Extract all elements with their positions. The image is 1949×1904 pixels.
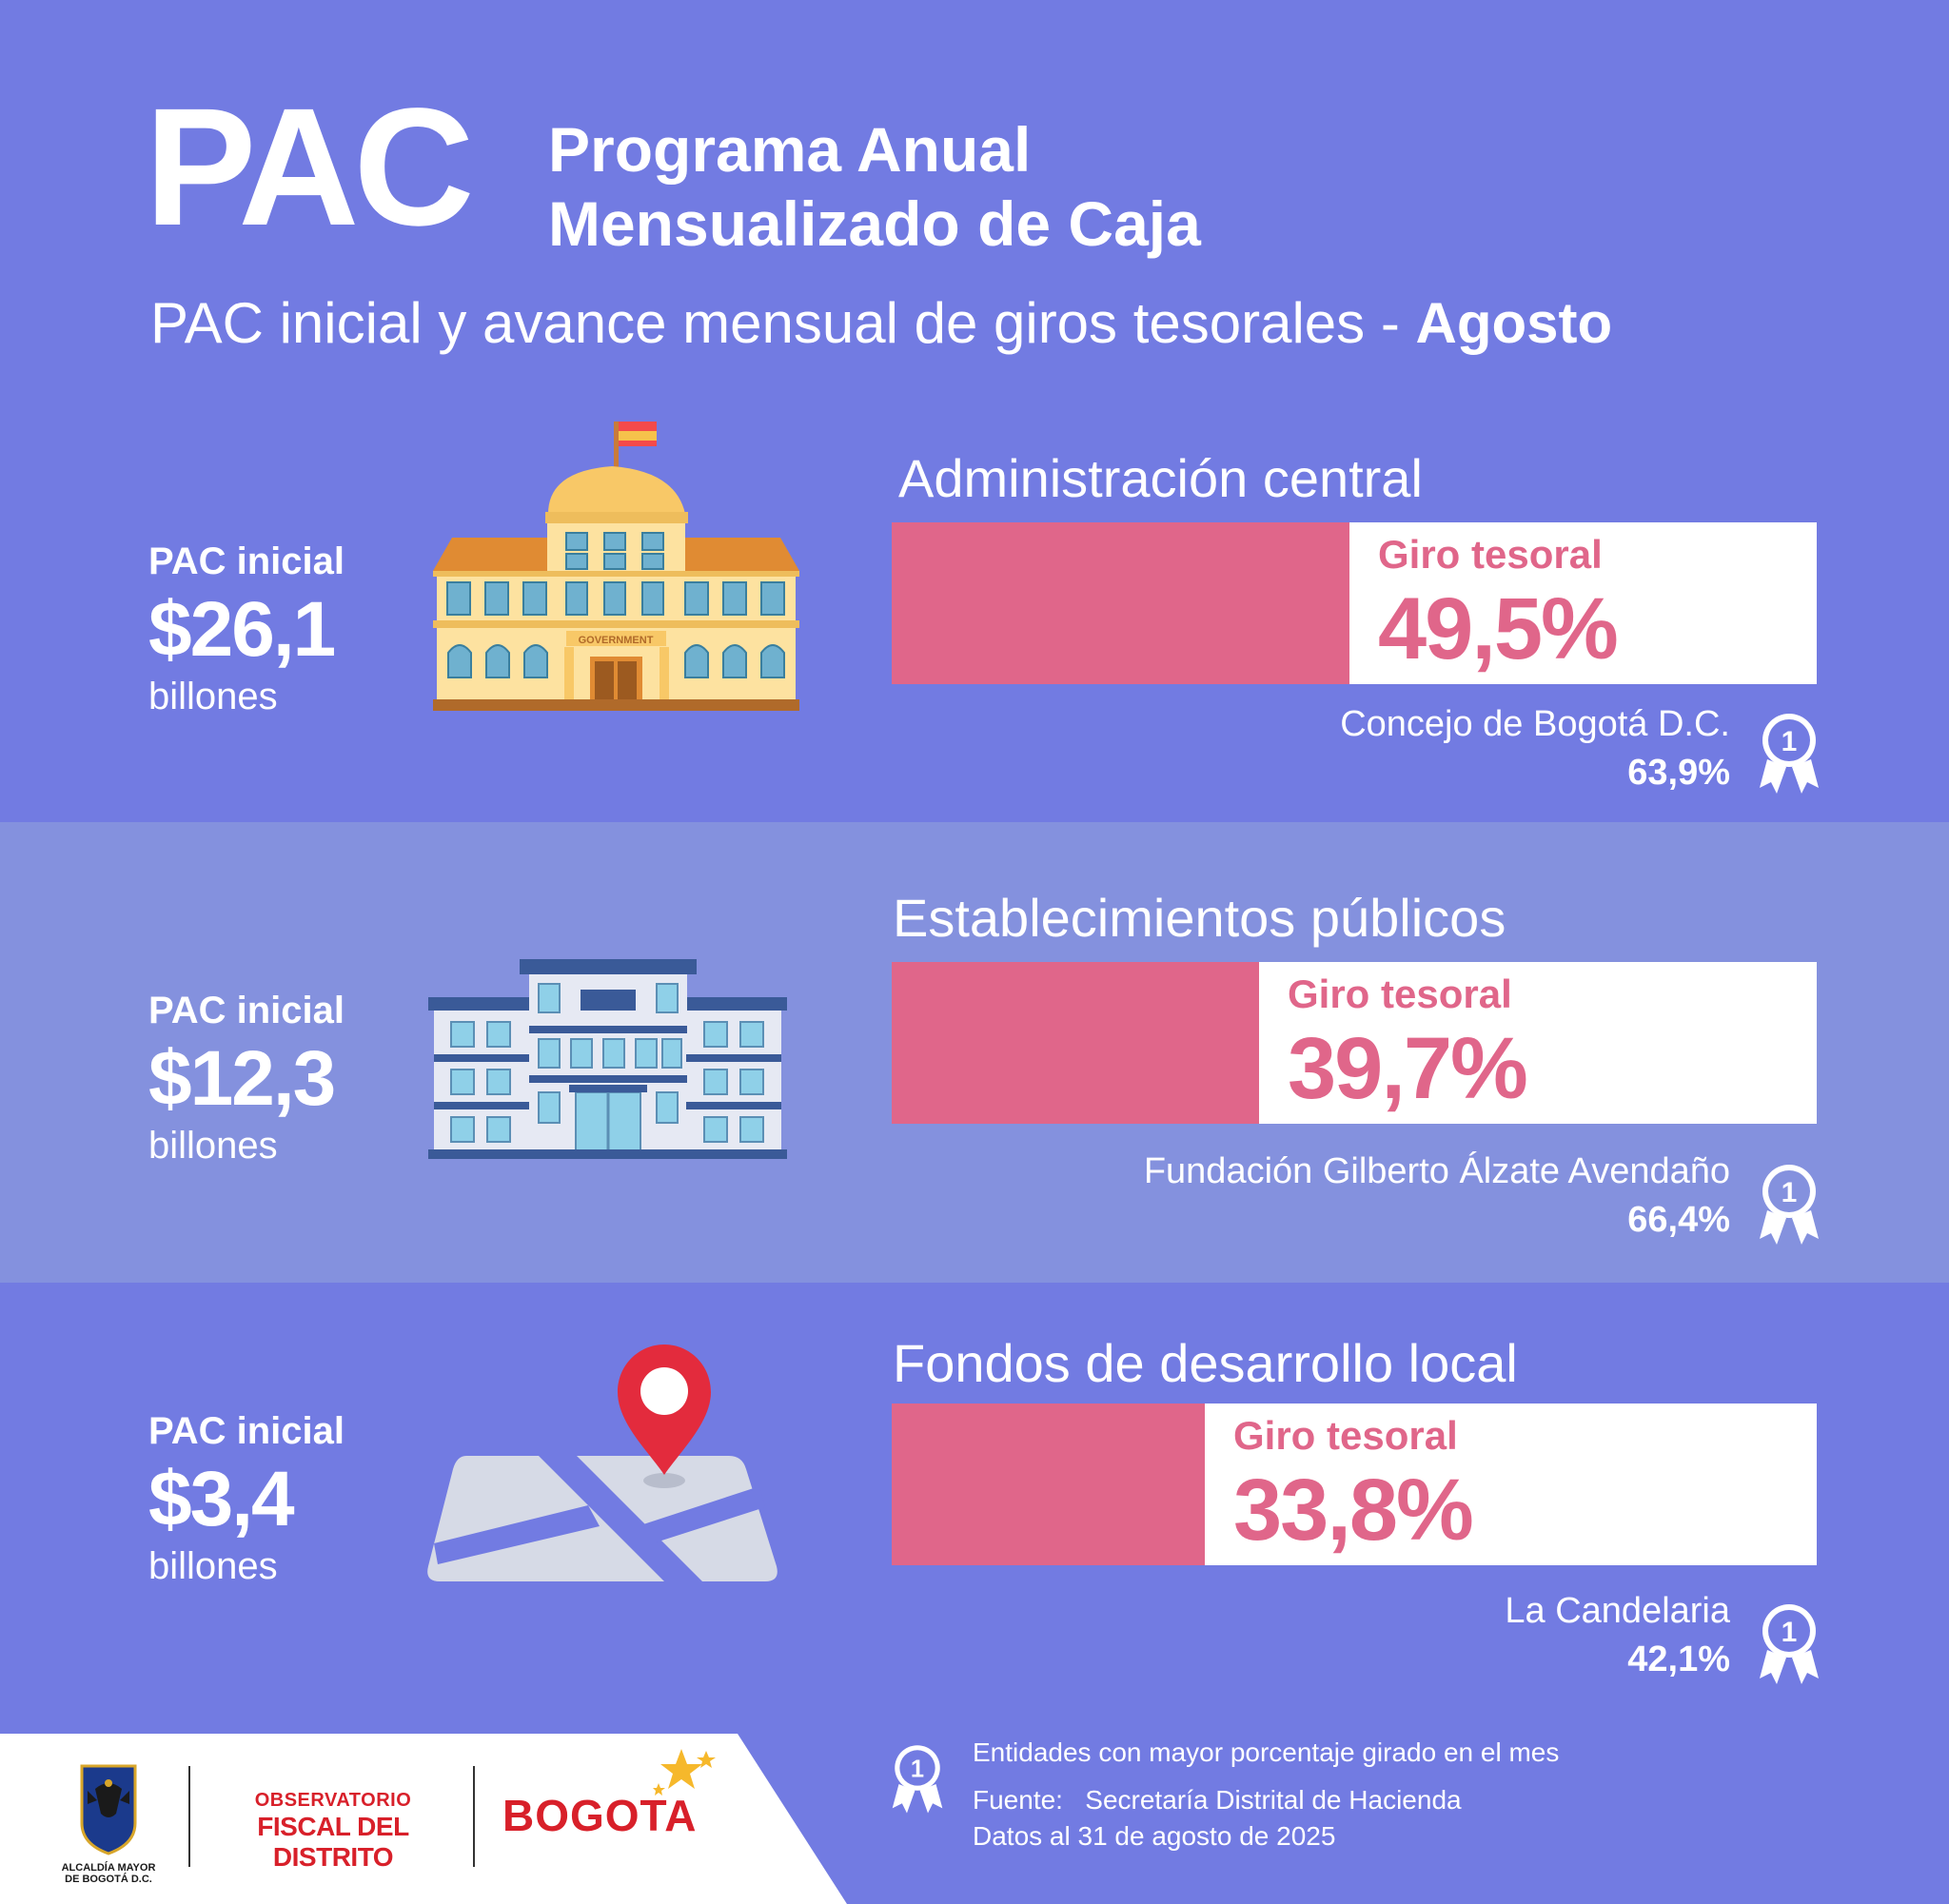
footer-divider	[188, 1766, 190, 1867]
footer-legend: Entidades con mayor porcentaje girado en el mes	[973, 1737, 1560, 1767]
giro-label: Giro tesoral	[1288, 972, 1512, 1016]
pac-label: PAC inicial	[148, 990, 345, 1031]
giro-label: Giro tesoral	[1233, 1413, 1458, 1458]
pac-unit: billones	[148, 1125, 278, 1167]
government-building-icon	[433, 419, 799, 714]
pac-value: $12,3	[148, 1035, 335, 1122]
header-title-line2: Mensualizado de Caja	[548, 188, 1201, 259]
logo-observatorio-line2: FISCAL DEL DISTRITO	[257, 1812, 409, 1872]
bogota-coat-of-arms-logo	[53, 1762, 164, 1886]
top-entity	[1340, 700, 1730, 797]
office-building-icon	[428, 959, 787, 1161]
medal-icon	[1758, 1602, 1821, 1684]
medal-number: 1	[1781, 726, 1798, 757]
medal-icon	[1758, 1163, 1821, 1245]
footer-divider	[473, 1766, 475, 1867]
giro-bar	[892, 1403, 1817, 1565]
bogota-brand-logo	[502, 1791, 697, 1840]
logo-bogota-text: BOGOTA	[502, 1791, 698, 1840]
pac-unit: billones	[148, 676, 278, 717]
top-entity-name: Concejo de Bogotá D.C.	[1340, 704, 1730, 744]
pac-value: $3,4	[148, 1456, 293, 1542]
giro-bar	[892, 522, 1817, 684]
pac-unit: billones	[148, 1545, 278, 1587]
medal-icon	[1758, 712, 1821, 794]
top-entity-name: Fundación Gilberto Álzate Avendaño	[1143, 1151, 1730, 1191]
header-title	[548, 112, 1201, 261]
header-title-line1: Programa Anual	[548, 114, 1032, 185]
logo-alcaldia-line1: ALCALDÍA MAYOR	[61, 1862, 156, 1874]
pac-value: $26,1	[148, 586, 335, 673]
map-pin-icon	[424, 1342, 780, 1589]
building-sign-text: GOVERNMENT	[578, 635, 654, 646]
top-entity-name: La Candelaria	[1505, 1591, 1730, 1631]
pac-label: PAC inicial	[148, 540, 345, 582]
top-entity	[1505, 1587, 1730, 1684]
giro-value: 49,5%	[1378, 580, 1617, 677]
medal-number: 1	[1781, 1617, 1798, 1648]
header-subtitle-month: Agosto	[1415, 291, 1613, 355]
medal-number: 1	[1781, 1177, 1798, 1208]
medal-number: 1	[910, 1756, 925, 1783]
giro-value: 39,7%	[1288, 1020, 1526, 1117]
giro-label: Giro tesoral	[1378, 532, 1603, 577]
header-subtitle-text: PAC inicial y avance mensual de giros tesorales -	[150, 291, 1416, 355]
observatorio-fiscal-logo	[209, 1789, 457, 1873]
pac-label: PAC inicial	[148, 1410, 345, 1452]
top-entity-value: 63,9%	[1627, 753, 1730, 793]
giro-bar-fill	[892, 962, 1259, 1124]
giro-bar	[892, 962, 1817, 1124]
medal-legend-icon	[891, 1743, 944, 1814]
pac-inicial-block	[148, 539, 345, 717]
top-entity-value: 66,4%	[1627, 1200, 1730, 1240]
giro-bar-fill	[892, 522, 1349, 684]
top-entity-value: 42,1%	[1627, 1639, 1730, 1679]
footer-source: Fuente: Secretaría Distrital de Hacienda	[973, 1785, 1462, 1815]
pac-inicial-block	[148, 1408, 345, 1587]
section-title: Administración central	[898, 448, 1423, 508]
giro-value: 33,8%	[1233, 1462, 1472, 1559]
logo-alcaldia-line2: DE BOGOTÁ D.C.	[65, 1874, 152, 1885]
giro-bar-fill	[892, 1403, 1205, 1565]
logo-observatorio-line1: OBSERVATORIO	[254, 1790, 412, 1811]
header-acronym: PAC	[145, 74, 469, 261]
header-subtitle	[150, 285, 1612, 362]
section-title: Fondos de desarrollo local	[893, 1333, 1518, 1393]
star-icon	[653, 1745, 719, 1798]
top-entity	[1144, 1148, 1730, 1245]
footer-date: Datos al 31 de agosto de 2025	[973, 1821, 1336, 1851]
pac-inicial-block	[148, 988, 345, 1167]
section-title: Establecimientos públicos	[893, 888, 1506, 948]
